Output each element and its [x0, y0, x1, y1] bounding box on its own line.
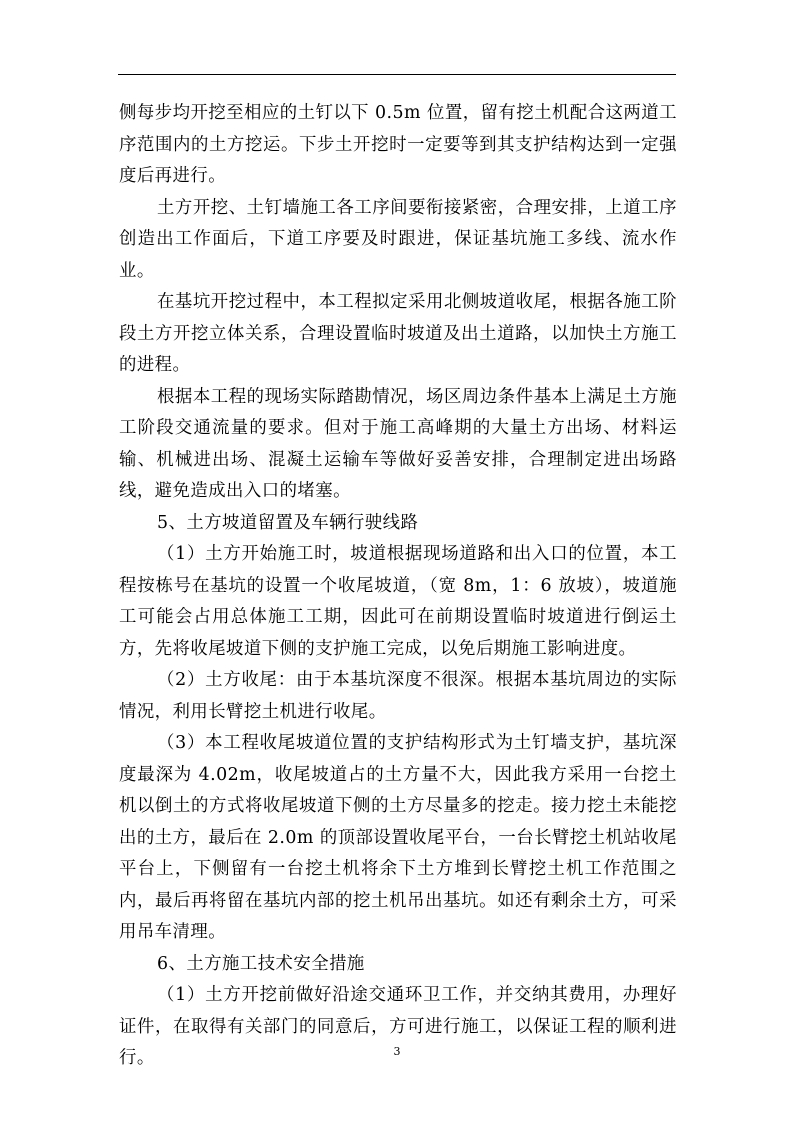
paragraph-safety-item-1: （1）土方开挖前做好沿途交通环卫工作，并交纳其费用，办理好证件，在取得有关部门的同意后，方可进行施工，以保证工程的顺利进行。	[119, 985, 677, 1068]
paragraph-item-2-finish: （2）土方收尾：由于本基坑深度不很深。根据本基坑周边的实际情况，利用长臂挖土机进行收尾。	[119, 670, 677, 722]
paragraph-traffic-conditions: 根据本工程的现场实际踏勘情况，场区周边条件基本上满足土方施工阶段交通流量的要求。但对于施工高峰期的大量土方出场、材料运输、机械进出场、混凝土运输车等做好妥善安排，合理制定进出场路线，避免造成出入口的堵塞。	[119, 386, 677, 501]
paragraph-item-3-support: （3）本工程收尾坡道位置的支护结构形式为土钉墙支护，基坑深度最深为 4.02m，收尾坡道占的土方量不大，因此我方采用一台挖土机以倒土的方式将收尾坡道下侧的土方尽量多的挖走。接力挖土未能挖出的土方，最后在 2.0m 的顶部设置收尾平台，一台长臂挖土机站收尾平台上，下侧留有一台挖土机将余下土方堆到长臂挖土机工作范围之内，最后再将留在基坑内部的挖土机吊出基坑。如还有剩余土方，可采用吊车清理。	[119, 733, 677, 942]
paragraph-continuation: 侧每步均开挖至相应的土钉以下 0.5m 位置，留有挖土机配合这两道工序范围内的土方挖运。下步土开挖时一定要等到其支护结构达到一定强度后再进行。	[119, 103, 677, 186]
paragraph-excavation-coordination: 土方开挖、土钉墙施工各工序间要衔接紧密，合理安排，上道工序创造出工作面后，下道工序要及时跟进，保证基坑施工多线、流水作业。	[119, 197, 677, 281]
header-rule	[118, 74, 676, 75]
document-body	[119, 98, 677, 1075]
section-heading-safety: 6、土方施工技术安全措施	[157, 953, 365, 974]
page-number: 3	[393, 1045, 401, 1058]
section-heading-ramp-routes: 5、土方坡道留置及车辆行驶线路	[157, 512, 419, 533]
paragraph-north-ramp: 在基坑开挖过程中，本工程拟定采用北侧坡道收尾，根据各施工阶段土方开挖立体关系，合理设置临时坡道及出土道路，以加快土方施工的进程。	[119, 292, 677, 375]
paragraph-item-1-ramp: （1）土方开始施工时，坡道根据现场道路和出入口的位置，本工程按栋号在基坑的设置一个收尾坡道，（宽 8m，1：6 放坡），坡道施工可能会占用总体施工工期，因此可在前期设置临时坡道进行倒运土方，先将收尾坡道下侧的支护施工完成，以免后期施工影响进度。	[119, 544, 677, 659]
